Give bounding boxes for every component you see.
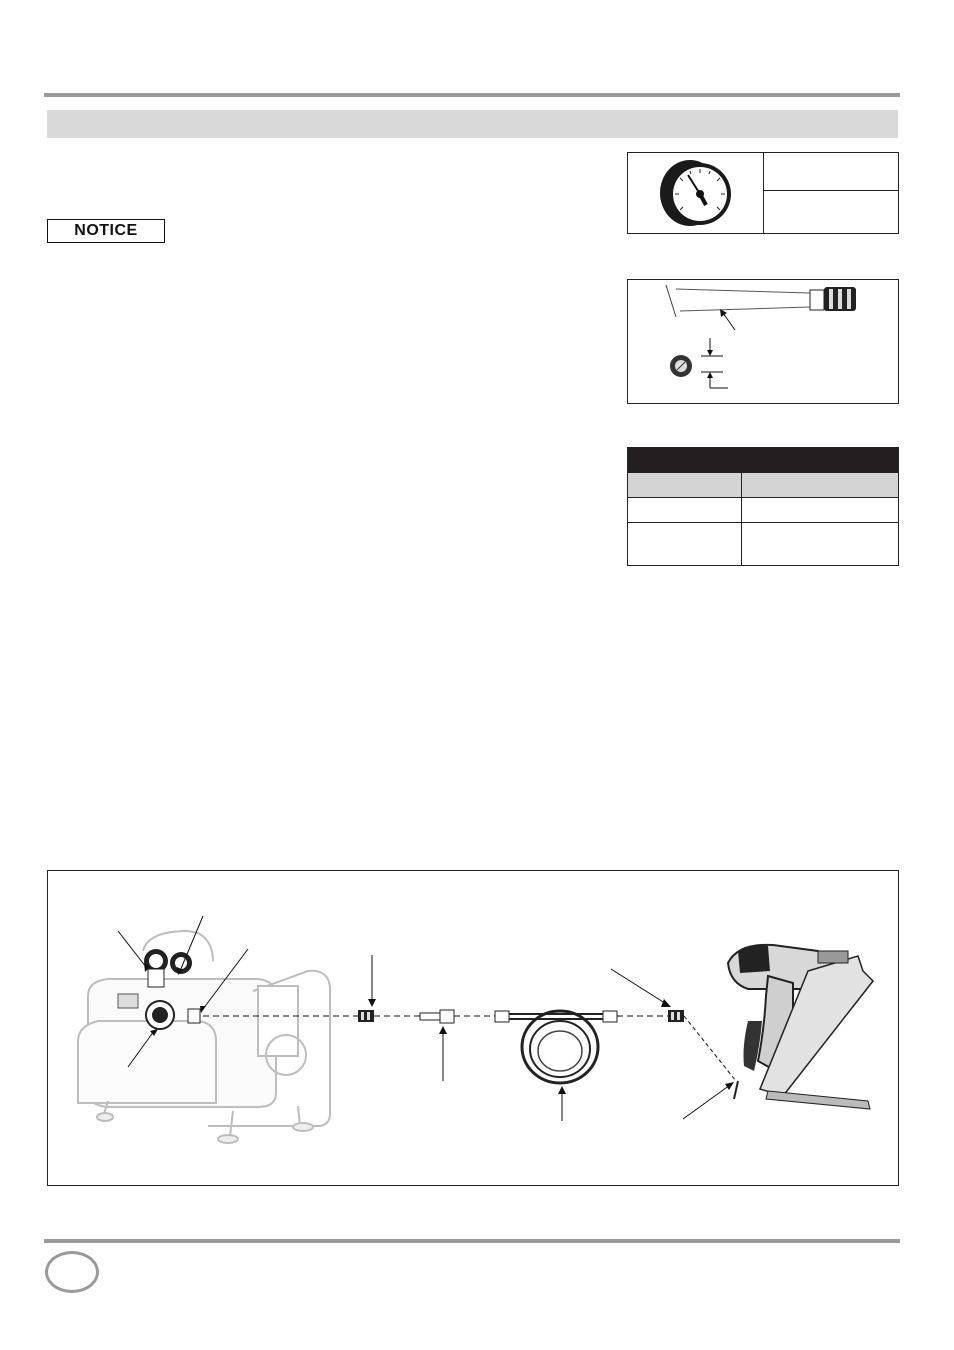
- gauge-box-divider-horizontal: [763, 190, 898, 191]
- top-rule: [44, 93, 900, 97]
- spec-table-subheader: [628, 472, 898, 497]
- hose-figure-box: [627, 279, 899, 404]
- connection-diagram: [47, 870, 899, 1186]
- bottom-rule: [44, 1239, 900, 1243]
- table-cell: [742, 473, 898, 497]
- nailer-icon: [728, 945, 873, 1109]
- compressor-icon: [78, 931, 330, 1143]
- air-hose-icon: [628, 280, 898, 403]
- pressure-gauge-icon: [628, 153, 763, 233]
- spec-table: [627, 447, 899, 566]
- table-cell: [742, 498, 898, 522]
- table-row: [628, 522, 898, 565]
- table-row: [628, 497, 898, 522]
- table-cell: [742, 523, 898, 565]
- table-cell: [628, 498, 742, 522]
- section-header-bar: [47, 110, 898, 138]
- notice-label: NOTICE: [47, 219, 165, 243]
- compressor-hose-nailer-diagram: [48, 871, 898, 1185]
- table-cell: [628, 523, 742, 565]
- gauge-figure-box: [627, 152, 899, 234]
- table-cell: [628, 473, 742, 497]
- gauge-box-divider-vertical: [763, 153, 764, 233]
- page-number-badge: [45, 1251, 99, 1293]
- spec-table-header: [628, 448, 898, 472]
